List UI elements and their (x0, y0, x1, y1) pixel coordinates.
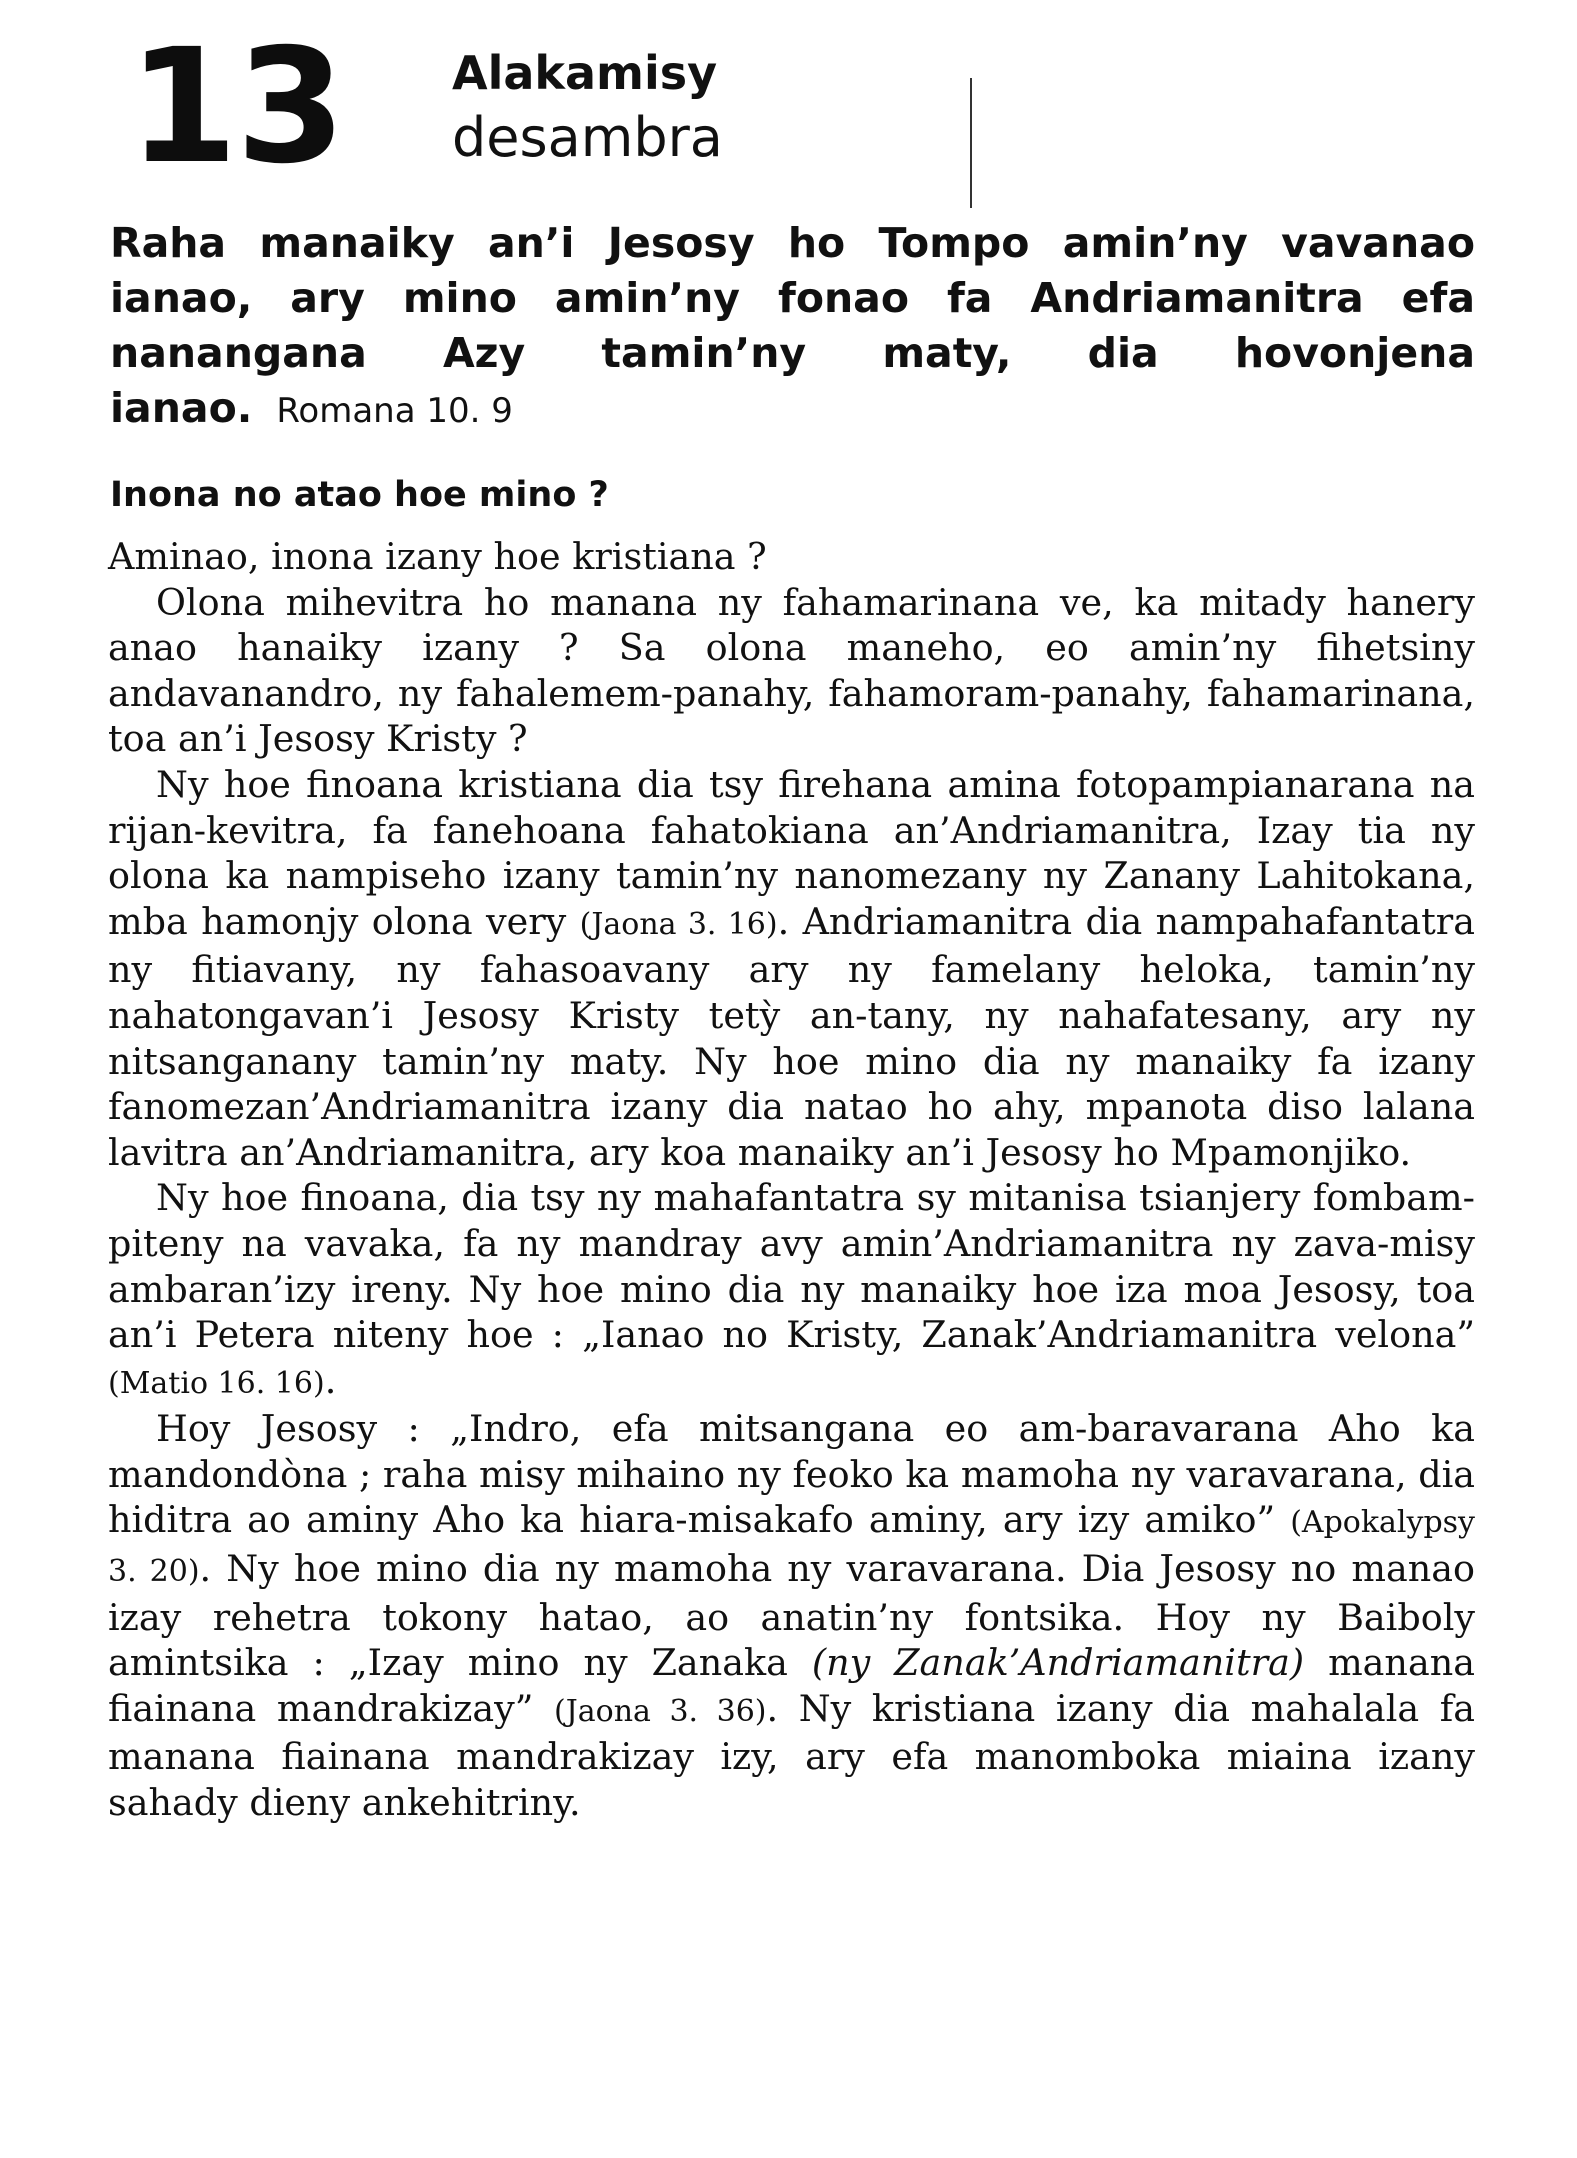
scripture-ref-matio-16-16: (Matio 16. 16) (108, 1365, 325, 1401)
paragraph-4-text-b: . (324, 1358, 337, 1402)
paragraph-5-text-a: Hoy Jesosy : „Indro, efa mitsangana eo am-baravarana Aho ka mandondòna ; raha misy mihaino ny feoko ka mamoha ny varavarana, dia hiditra ao aminy Aho ka hiara-misakafo aminy, ary izy amiko” (108, 1407, 1475, 1542)
scripture-ref-jaona-3-36: (Jaona 3. 36) (554, 1693, 767, 1729)
section-title: Inona no atao hoe mino ? (110, 475, 609, 515)
paragraph-4-text-a: Ny hoe finoana, dia tsy ny mahafantatra sy mitanisa tsianjery fombam-piteny na vavaka, fa ny mandray avy amin’Andriamanitra ny zava-misy ambaran’izy ireny. Ny hoe mino dia ny manaiky hoe iza moa Jesosy, toa an’i Petera niteny hoe : „Ianao no Kristy, Zanak’Andriamanitra velona” (108, 1176, 1475, 1357)
paragraph-3-text-b: . Andriamanitra dia nampahafantatra ny fitiavany, ny fahasoavany ary ny famelany heloka, tamin’ny nahatongavan’i Jesosy Kristy tetỳ an-tany, ny nahafatesany, ary ny nitsanganany tamin’ny maty. Ny hoe mino dia ny manaiky fa izany fanomezan’Andriamanitra izany dia natao ho ahy, mpanota diso lalana lavitra an’Andriamanitra, ary koa manaiky an’i Jesosy ho Mpamonjiko. (108, 899, 1475, 1174)
scripture-ref-jaona-3-16: (Jaona 3. 16) (579, 906, 778, 942)
daily-verse (110, 216, 1475, 439)
header-divider (970, 78, 972, 208)
paragraph-5-text-b: . Ny hoe mino dia ny mamoha ny varavarana. Dia Jesosy no manao izay rehetra tokony hatao, ao anatin’ny fontsika. Hoy ny Baiboly amintsika : „Izay mino ny Zanaka (108, 1547, 1475, 1685)
paragraph-5-text-d: . Ny kristiana izany dia mahalala fa manana fiainana mandrakizay izy, ary efa manomboka miaina izany sahady dieny ankehitriny. (108, 1686, 1475, 1825)
day-number: 13 (128, 15, 344, 199)
paragraph-1: Aminao, inona izany hoe kristiana ? (108, 535, 767, 578)
date-header (128, 15, 868, 199)
weekday-label: Alakamisy (452, 46, 718, 100)
paragraph-3-text-a: Ny hoe finoana kristiana dia tsy firehana amina fotopampianarana na rijan-kevitra, fa fanehoana fahatokiana an’Andriamanitra, Izay tia ny olona ka nampiseho izany tamin’ny nanomezany ny Zanany Lahitokana, mba hamonjy olona very (108, 762, 1475, 943)
verse-reference: Romana 10. 9 (276, 391, 513, 431)
month-label: desambra (452, 106, 723, 169)
paragraph-2: Olona mihevitra ho manana ny fahamarinana ve, ka mitady hanery anao hanaiky izany ? Sa olona maneho, eo amin’ny fihetsiny andavanandro, ny fahalemem-panahy, fahamoram-panahy, fahamarinana, toa an’i Jesosy Kristy ? (108, 580, 1475, 761)
paragraph-5 (108, 1406, 1475, 1825)
body-text (108, 534, 1475, 1826)
paragraph-3 (108, 762, 1475, 1175)
scripture-ref-apokalypsy-3-20: (Apokalypsy 3. 20) (108, 1505, 1475, 1590)
paragraph-5-text-c: manana fiainana mandrakizay” (108, 1641, 1475, 1730)
paragraph-5-italic-note: (ny Zanak’Andriamanitra) (811, 1641, 1305, 1685)
paragraph-4 (108, 1175, 1475, 1406)
verse-text: Raha manaiky an’i Jesosy ho Tompo amin’ny vavanao ianao, ary mino amin’ny fonao fa Andriamanitra efa nanangana Azy tamin’ny maty, dia hovonjena ianao. (110, 219, 1475, 432)
